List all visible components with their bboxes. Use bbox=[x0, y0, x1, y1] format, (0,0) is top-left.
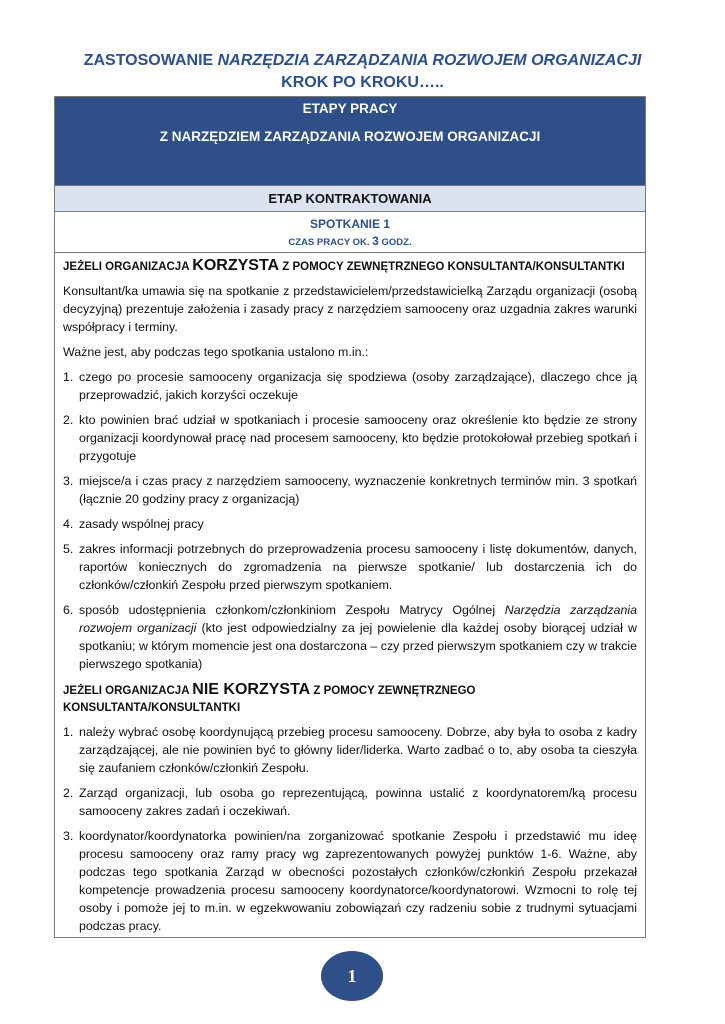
section2-heading bbox=[63, 681, 637, 717]
meeting-time bbox=[55, 233, 645, 251]
list-item: 1. należy wybrać osobę koordynującą przebieg procesu samooceny. Dobrze, aby była to osoba z kadry zarządzającej, ale nie powinien być to główny lider/liderka. Warto zadbać o to, aby osoba ta cieszyła się zaufaniem członków/członkiń Zespołu. bbox=[63, 725, 637, 775]
section1-intro: Konsultant/ka umawia się na spotkanie z przedstawicielem/przedstawicielką Zarządu organizacji (osobą decyzyjną) prezentuje założenia i zasady pracy z narzędziem samooceny oraz uzgadnia zakres warunki współpracy i terminy. bbox=[63, 284, 637, 334]
section2-heading-post: Z POMOCY ZEWNĘTRZNEGO KONSULTANTA/KONSULTANTKI bbox=[63, 685, 476, 714]
list-item: 1. czego po procesie samooceny organizacja się spodziewa (osoby zarządzające), dlaczego chce ją przeprowadzić, jakich korzyści oczekuje bbox=[63, 370, 637, 402]
meeting-header bbox=[55, 211, 645, 253]
list-item-text: Zarząd organizacji, lub osoba go reprezentującą, powinna ustalić z koordynatorem/ką procesu samooceny zakres zadań i oczekiwań. bbox=[79, 786, 637, 818]
list-item-text: (kto jest odpowiedzialny za jej powielenie dla każdej osoby biorącej udział w spotkaniu; w którym momencie jest ona dostarczona – czy przed pierwszym spotkaniem czy w trakcie pierwszego spotkania) bbox=[79, 621, 637, 671]
list-item: 2. Zarząd organizacji, lub osoba go reprezentującą, powinna ustalić z koordynatorem/ką procesu samooceny zakres zadań i oczekiwań. bbox=[63, 786, 637, 818]
section1-heading bbox=[63, 257, 637, 276]
list-item: 3. koordynator/koordynatorka powinien/na zorganizować spotkanie Zespołu i przedstawić mu ideę procesu samooceny oraz ramy pracy wg zaprezentowanych powyżej punktów 1-6. Ważne, aby podczas tego spotkania Zarząd w obecności pozostałych członków/członkiń Zespołu przekazał kompetencje prowadzenia procesu samooceny koordynatorce/koordynatorowi. Wzmocni to rolę tej osoby i pomoże jej to m.in. w egzekwowaniu zobowiązań czy radzeniu sobie z trudnymi sytuacjami podczas pracy. bbox=[63, 829, 637, 933]
list-item-text: czego po procesie samooceny organizacja się spodziewa (osoby zarządzające), dlaczego chce ją przeprowadzić, jakich korzyści oczekuje bbox=[79, 370, 637, 402]
list-item: 6. sposób udostępnienia członkom/członkiniom Zespołu Matrycy Ogólnej Narzędzia zarządzania rozwojem organizacji (kto jest odpowiedzialny za jej powielenie dla każdej osoby biorącej udział w spotkaniu; w którym momencie jest ona dostarczona – czy przed pierwszym spotkaniem czy w trakcie pierwszego spotkania) bbox=[63, 603, 638, 671]
content-table bbox=[54, 96, 646, 938]
list-item-text: zasady wspólnej pracy bbox=[79, 517, 204, 531]
list-item: 5. zakres informacji potrzebnych do przeprowadzenia procesu samooceny i listę dokumentów, danych, raportów koniecznych do zgromadzenia na pierwsze spotkanie/ lub dostarczenia ich do członków/członkiń Zespołu przed pierwszym spotkaniem. bbox=[63, 542, 637, 592]
list-item: 3. miejsce/a i czas pracy z narzędziem samooceny, wyznaczenie konkretnych terminów min. 3 spotkań (łącznie 20 godziny pracy z organizacją) bbox=[63, 474, 637, 506]
section1-list bbox=[63, 368, 637, 673]
stages-header-line1: ETAPY PRACY bbox=[302, 101, 398, 116]
list-item-text: sposób udostępnienia członkom/członkiniom Zespołu Matrycy Ogólnej bbox=[79, 603, 505, 617]
list-item-italic: Narzędzia zarządzania rozwojem organizacji bbox=[79, 603, 638, 635]
list-item-text: kto powinien brać udział w spotkaniach i procesie samooceny oraz określenie kto będzie ze strony organizacji koordynował pracę nad procesem samooceny, kto będzie protokołował przebieg spotkań i przygotuje bbox=[79, 413, 637, 463]
section1-heading-pre: JEŻELI ORGANIZACJA bbox=[63, 261, 193, 273]
time-prefix: CZAS PRACY OK. bbox=[288, 237, 373, 248]
stages-header-line2: Z NARZĘDZIEM ZARZĄDZANIA ROZWOJEM ORGANIZACJI bbox=[159, 129, 541, 144]
title-prefix: ZASTOSOWANIE bbox=[83, 52, 218, 69]
page-number-badge: 1 bbox=[321, 951, 383, 1001]
time-suffix: GODZ. bbox=[378, 237, 412, 248]
section1-lead: Ważne jest, aby podczas tego spotkania ustalono m.in.: bbox=[63, 345, 369, 359]
document-title-line1 bbox=[0, 50, 725, 72]
section2-heading-pre: JEŻELI ORGANIZACJA bbox=[63, 685, 193, 697]
list-item-text: zakres informacji potrzebnych do przeprowadzenia procesu samooceny i listę dokumentów, danych, raportów koniecznych do zgromadzenia na pierwsze spotkanie/ lub dostarczenia ich do członków/członkiń Zespołu przed pierwszym spotkaniem. bbox=[79, 542, 637, 592]
title-italic: NARZĘDZIA ZARZĄDZANIA ROZWOJEM ORGANIZACJI bbox=[217, 52, 642, 69]
meeting-title: SPOTKANIE 1 bbox=[309, 217, 390, 231]
stage-title: ETAP KONTRAKTOWANIA bbox=[55, 185, 645, 212]
document-title-line2: KROK PO KROKU….. bbox=[281, 74, 444, 91]
stages-header bbox=[55, 97, 645, 185]
section2-list bbox=[63, 723, 637, 935]
list-item-text: miejsce/a i czas pracy z narzędziem samooceny, wyznaczenie konkretnych terminów min. 3 spotkań (łącznie 20 godziny pracy z organizacją) bbox=[79, 474, 637, 506]
time-value: 3 bbox=[372, 234, 379, 248]
section1-heading-keyword: KORZYSTA bbox=[192, 257, 280, 274]
list-item: 2. kto powinien brać udział w spotkaniach i procesie samooceny oraz określenie kto będzie ze strony organizacji koordynował pracę nad procesem samooceny, kto będzie protokołował przebieg spotkań i przygotuje bbox=[63, 413, 637, 463]
section2-heading-keyword: NIE KORZYSTA bbox=[192, 681, 311, 698]
list-item: 4. zasady wspólnej pracy bbox=[63, 517, 204, 531]
section1-heading-post: Z POMOCY ZEWNĘTRZNEGO KONSULTANTA/KONSULTANTKI bbox=[279, 261, 625, 273]
list-item-text: należy wybrać osobę koordynującą przebieg procesu samooceny. Dobrze, aby była to osoba z kadry zarządzającej, ale nie powinien być to główny lider/liderka. Warto zadbać o to, aby osoba ta cieszyła się zaufaniem członków/członkiń Zespołu. bbox=[79, 725, 637, 775]
content-body bbox=[63, 257, 637, 943]
list-item-text: koordynator/koordynatorka powinien/na zorganizować spotkanie Zespołu i przedstawić mu ideę procesu samooceny oraz ramy pracy wg zaprezentowanych powyżej punktów 1-6. Ważne, aby podczas tego spotkania Zarząd w obecności pozostałych członków/członkiń Zespołu przekazał kompetencje prowadzenia procesu samooceny koordynatorce/koordynatorowi. Wzmocni to rolę tej osoby i pomoże jej to m.in. w egzekwowaniu zobowiązań czy radzeniu sobie z trudnymi sytuacjami podczas pracy. bbox=[79, 829, 637, 933]
